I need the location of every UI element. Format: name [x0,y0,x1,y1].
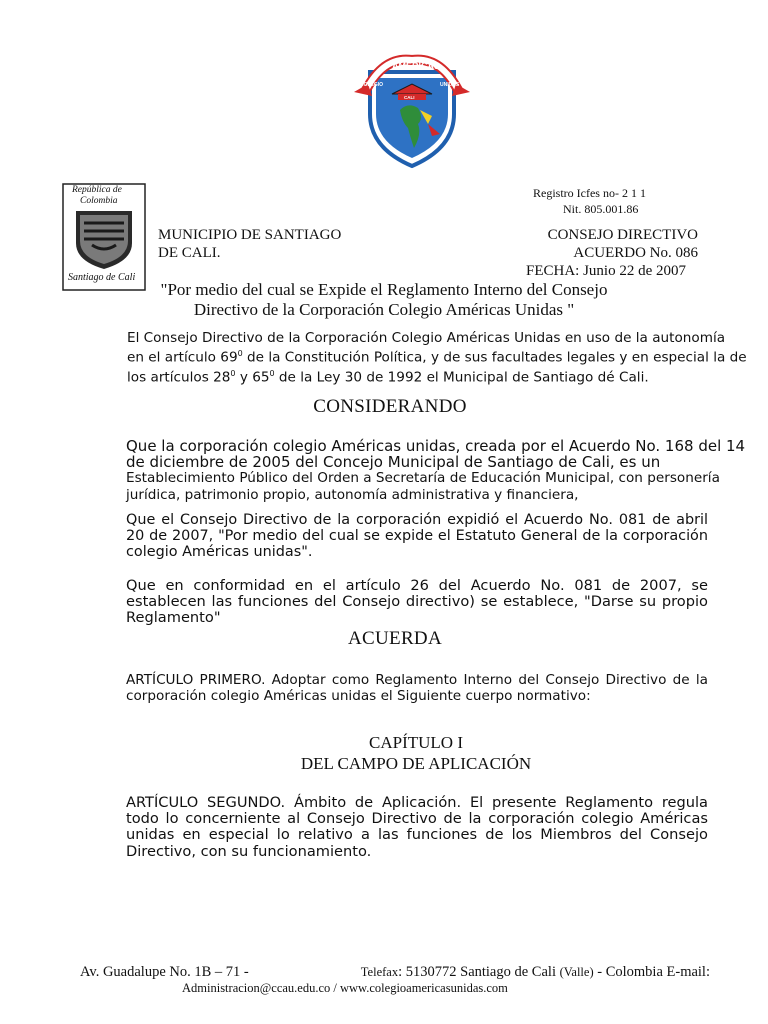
fecha: FECHA: Junio 22 de 2007 [525,263,686,279]
considerando-paragraph-3: Que en conformidad en el artículo 26 del Acuerdo No. 081 de 2007, se establecen las funciones del Consejo directivo) se establece, "Darse su propio Reglamento" [126,577,708,627]
document-title-line-1: "Por medio del cual se Expide el Reglamento Interno del Consejo [160,280,608,299]
capitulo-number: CAPÍTULO I [369,733,463,752]
intro-line-3: los artículos $28^0$ y $65^0$ de la Ley 30 de 1992 el Municipal de Santiago dé Cali. [127,368,649,386]
footer-contact: Telefax: 5130772 Santiago de Cali (Valle) - Colombia E-mail: [360,964,710,980]
logo-side-left: COLEGIO [360,82,384,88]
seal-line-2: Colombia [80,196,118,206]
consejo-directivo: CONSEJO DIRECTIVO [547,227,698,243]
intro-paragraph [127,330,747,386]
considerando-paragraph-1: Que la corporación colegio Américas unidas, creada por el Acuerdo No. 168 del 14 de diciembre de 2005 del Concejo Municipal de Santiago de Cali, es un Establecimiento Público del Orden a Secretaría de Educación Municipal, con personería jurídica, patrimonio propio, autonomía administrativa y financiera, [126,437,746,503]
intro-line-1: El Consejo Directivo de la Corporación Colegio Américas Unidas en uso de la autonomía [127,330,726,346]
municipal-seal [62,183,146,291]
logo-plaque: CALI [404,95,415,100]
footer-email-web: Administracion@ccau.edu.co / www.colegioamericasunidas.com [182,981,508,995]
logo-ribbon-text: AMÉRICAS [392,61,441,71]
seal-line-1: República de [72,185,122,195]
seal-line-3: Santiago de Cali [68,272,136,283]
considerando-heading: CONSIDERANDO [313,396,467,417]
municipio-line-2: DE CALI. [158,245,221,261]
intro-line-2: en el artículo $69^0$ de la Constitución Política, y de sus facultades legales y en especial la de [127,349,747,366]
nit-number: Nit. 805.001.86 [563,202,639,216]
logo-side-right: UNIDAS [440,82,460,88]
acuerda-heading: ACUERDA [348,628,442,649]
footer-address: Av. Guadalupe No. 1B – 71 - [80,964,249,980]
considerando-paragraph-2: Que el Consejo Directivo de la corporación expidió el Acuerdo No. 081 de abril 20 de 2007, "Por medio del cual se expide el Estatuto General de la corporación colegio Américas unidas". [126,512,708,561]
articulo-primero: ARTÍCULO PRIMERO. Adoptar como Reglamento Interno del Consejo Directivo de la corporación colegio Américas unidas el Siguiente cuerpo normativo: [126,672,708,705]
municipio-line-1: MUNICIPIO DE SANTIAGO [158,227,342,243]
school-logo [348,52,476,170]
articulo-segundo: ARTÍCULO SEGUNDO. Ámbito de Aplicación. El presente Reglamento regula todo lo concerniente al Consejo Directivo de la corporación colegio Américas unidas en especial lo relativo a las funciones de los Miembros del Consejo Directivo, con su funcionamiento. [126,794,708,860]
acuerdo-number: ACUERDO No. 086 [573,245,698,261]
registro-icfes: Registro Icfes no- 2 1 1 [533,186,646,200]
capitulo-title: DEL CAMPO DE APLICACIÓN [300,754,532,773]
document-title-line-2: Directivo de la Corporación Colegio Américas Unidas " [193,300,575,319]
footer-address-line [80,964,710,981]
